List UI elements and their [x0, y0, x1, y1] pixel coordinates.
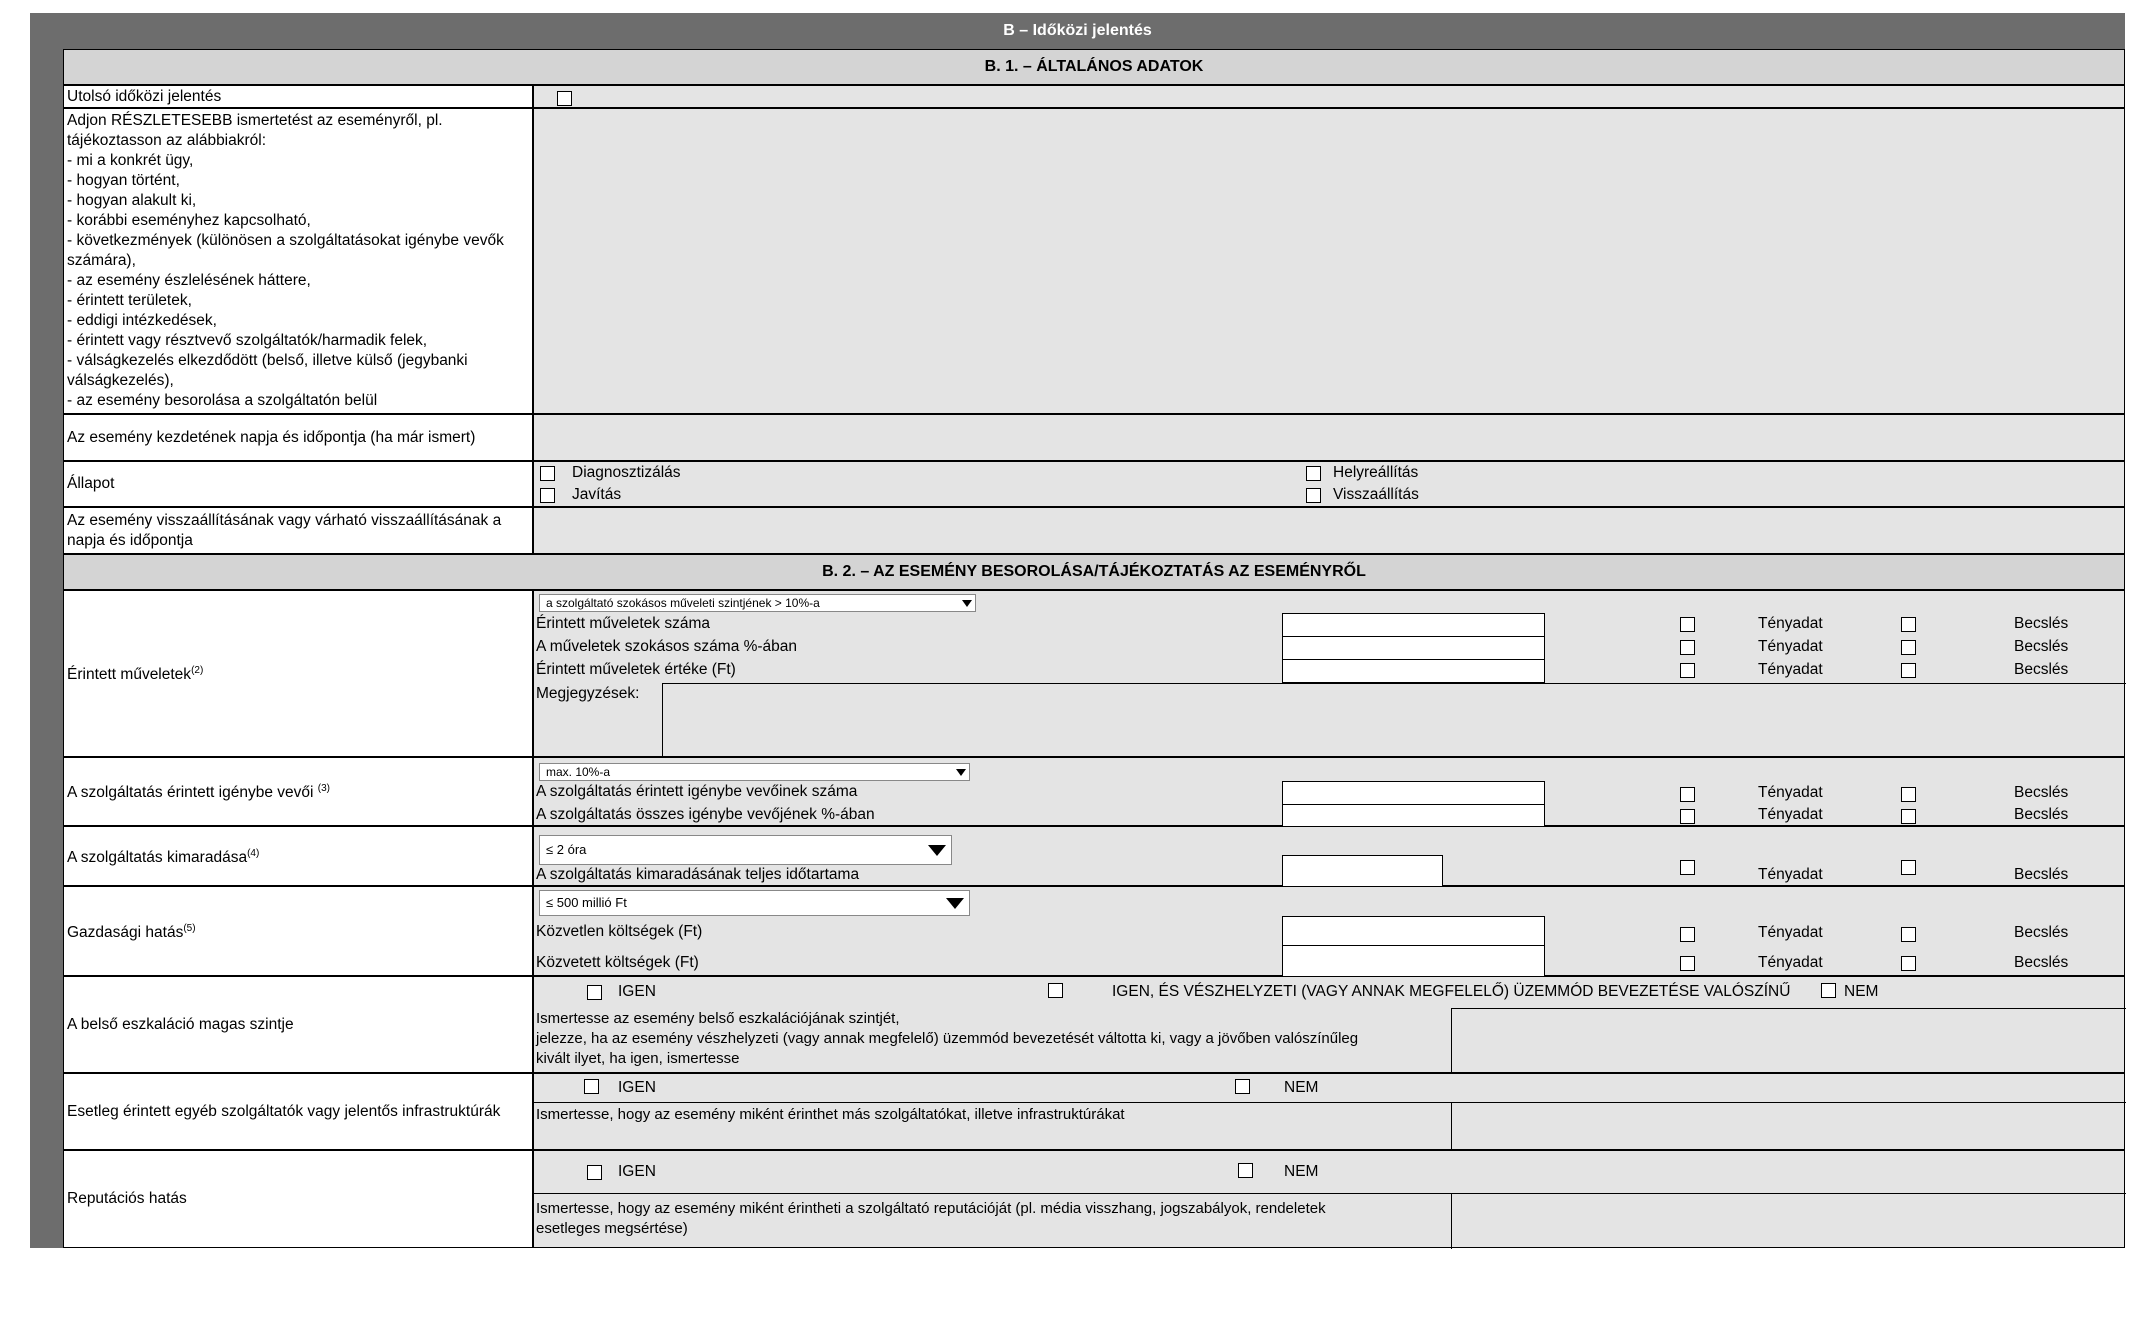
- users-count-fact-checkbox[interactable]: [1680, 787, 1695, 802]
- indirect-costs-label: Közvetett költségek (Ft): [536, 954, 699, 971]
- side-strip: [30, 49, 63, 1248]
- status-restore-checkbox[interactable]: [1306, 488, 1321, 503]
- ops-count-estimate-checkbox[interactable]: [1901, 617, 1916, 632]
- details-textarea[interactable]: [533, 108, 2125, 414]
- outage-duration-input[interactable]: [1282, 855, 1443, 887]
- escalation-description: Ismertesse az esemény belső eszkalációjának szintjét, jelezze, ha az esemény vészhelyzeti (vagy annak megfelelő) üzemmód bevezetését váltotta ki, vagy a jövőben valószínűleg kivált ilyet, ha igen, ismertesse: [536, 1010, 1359, 1067]
- estimate-label: Becslés: [2014, 661, 2069, 678]
- users-count-label: A szolgáltatás érintett igénybe vevőinek száma: [536, 783, 858, 800]
- fact-label: Tényadat: [1758, 806, 1823, 823]
- economic-dropdown[interactable]: ≤ 500 millió Ft: [539, 890, 970, 916]
- users-percent-label: A szolgáltatás összes igénybe vevőjének %-ában: [536, 806, 875, 823]
- reputation-description: Ismertesse, hogy az esemény miként érintheti a szolgáltató reputációját (pl. média visszhang, jogszabályok, rendeletek esetleges megsértése): [536, 1200, 1326, 1237]
- fact-label: Tényadat: [1758, 615, 1823, 632]
- users-count-estimate-checkbox[interactable]: [1901, 787, 1916, 802]
- fact-label: Tényadat: [1758, 866, 1823, 883]
- fact-label: Tényadat: [1758, 924, 1823, 941]
- ops-count-input[interactable]: [1282, 613, 1545, 637]
- ops-value-input[interactable]: [1282, 659, 1545, 683]
- direct-estimate-checkbox[interactable]: [1901, 927, 1916, 942]
- ops-value-estimate-checkbox[interactable]: [1901, 663, 1916, 678]
- other-providers-no-label: NEM: [1284, 1079, 1319, 1096]
- last-report-field: [533, 85, 2125, 108]
- escalation-label: A belső eszkaláció magas szintje: [63, 976, 533, 1073]
- reputation-field: [533, 1150, 2125, 1248]
- direct-costs-label: Közvetlen költségek (Ft): [536, 923, 703, 940]
- chevron-down-icon: [956, 769, 966, 776]
- estimate-label: Becslés: [2014, 866, 2069, 883]
- details-label: Adjon RÉSZLETESEBB ismertetést az eseményről, pl. tájékoztasson az alábbiakról: - mi a konkrét ügy, - hogyan történt, - hogyan alakult ki, - korábbi eseményhez kapcsolható, - következmények (különösen a szolgáltatásokat igénybe vevők számára), - az esemény észlelésének háttere, - érintett területek, - eddigi intézkedések, - érintett vagy résztvevő szolgáltatók/harmadik felek, - válságkezelés elkezdődött (belső, illetve külső (jegybanki válságkezelés), - az esemény besorolása a szolgáltatón belül: [63, 108, 533, 414]
- section-1-heading: B. 1. – ÁLTALÁNOS ADATOK: [63, 49, 2125, 85]
- users-field: [533, 757, 2125, 826]
- other-providers-field: [533, 1073, 2125, 1150]
- indirect-estimate-checkbox[interactable]: [1901, 956, 1916, 971]
- status-diagnosis-checkbox[interactable]: [540, 466, 555, 481]
- ops-label: Érintett műveletek$^{(2)}$: [63, 590, 533, 757]
- chevron-down-icon: [962, 600, 972, 607]
- outage-field: [533, 826, 2125, 886]
- outage-dropdown[interactable]: ≤ 2 óra: [539, 835, 952, 865]
- reputation-yes-label: IGEN: [618, 1163, 656, 1180]
- estimate-label: Becslés: [2014, 784, 2069, 801]
- ops-percent-label: A műveletek szokásos száma %-ában: [536, 638, 798, 655]
- estimate-label: Becslés: [2014, 638, 2069, 655]
- status-label: Állapot: [63, 461, 533, 507]
- ops-remarks-textarea[interactable]: [662, 683, 2126, 758]
- ops-count-fact-checkbox[interactable]: [1680, 617, 1695, 632]
- escalation-no-label: NEM: [1844, 983, 1879, 1000]
- fact-label: Tényadat: [1758, 661, 1823, 678]
- ops-percent-fact-checkbox[interactable]: [1680, 640, 1695, 655]
- other-providers-no-checkbox[interactable]: [1235, 1079, 1250, 1094]
- ops-percent-estimate-checkbox[interactable]: [1901, 640, 1916, 655]
- status-recovery-checkbox[interactable]: [1306, 466, 1321, 481]
- escalation-emergency-checkbox[interactable]: [1048, 983, 1063, 998]
- outage-fact-checkbox[interactable]: [1680, 860, 1695, 875]
- other-providers-description: Ismertesse, hogy az esemény miként érinthet más szolgáltatókat, illetve infrastruktúrákat: [536, 1106, 1125, 1123]
- chevron-down-icon: [928, 845, 946, 856]
- status-repair-checkbox[interactable]: [540, 488, 555, 503]
- fact-label: Tényadat: [1758, 638, 1823, 655]
- status-repair-label: Javítás: [572, 486, 622, 503]
- direct-costs-input[interactable]: [1282, 916, 1545, 946]
- start-date-field[interactable]: [533, 414, 2125, 461]
- users-label: A szolgáltatás érintett igénybe vevői $^{(3)}$: [63, 757, 533, 826]
- reputation-no-checkbox[interactable]: [1238, 1163, 1253, 1178]
- ops-value-label: Érintett műveletek értéke (Ft): [536, 661, 736, 678]
- escalation-yes-checkbox[interactable]: [587, 985, 602, 1000]
- outage-estimate-checkbox[interactable]: [1901, 860, 1916, 875]
- escalation-yes-label: IGEN: [618, 983, 656, 1000]
- other-providers-yes-label: IGEN: [618, 1079, 656, 1096]
- indirect-costs-input[interactable]: [1282, 945, 1545, 977]
- users-percent-estimate-checkbox[interactable]: [1901, 809, 1916, 824]
- other-providers-label: Esetleg érintett egyéb szolgáltatók vagy jelentős infrastruktúrák: [63, 1073, 533, 1150]
- economic-field: [533, 886, 2125, 976]
- ops-field: [533, 590, 2125, 757]
- estimate-label: Becslés: [2014, 954, 2069, 971]
- users-level-dropdown[interactable]: max. 10%-a: [539, 763, 970, 781]
- economic-label: Gazdasági hatás$^{(5)}$: [63, 886, 533, 976]
- last-report-checkbox[interactable]: [557, 91, 572, 106]
- estimate-label: Becslés: [2014, 615, 2069, 632]
- reputation-label: Reputációs hatás: [63, 1150, 533, 1248]
- escalation-field: [533, 976, 2125, 1073]
- fact-label: Tényadat: [1758, 954, 1823, 971]
- ops-count-label: Érintett műveletek száma: [536, 615, 711, 632]
- indirect-fact-checkbox[interactable]: [1680, 956, 1695, 971]
- direct-fact-checkbox[interactable]: [1680, 927, 1695, 942]
- users-percent-fact-checkbox[interactable]: [1680, 809, 1695, 824]
- restore-date-field[interactable]: [533, 507, 2125, 554]
- status-recovery-label: Helyreállítás: [1333, 464, 1419, 481]
- form-title: B – Időközi jelentés: [30, 13, 2125, 49]
- reputation-textarea[interactable]: [1451, 1193, 2126, 1249]
- last-report-label: Utolsó időközi jelentés: [63, 85, 533, 108]
- other-providers-yes-checkbox[interactable]: [584, 1079, 599, 1094]
- escalation-no-checkbox[interactable]: [1821, 983, 1836, 998]
- outage-label: A szolgáltatás kimaradása$^{(4)}$: [63, 826, 533, 886]
- reputation-yes-checkbox[interactable]: [587, 1165, 602, 1180]
- status-restore-label: Visszaállítás: [1333, 486, 1419, 503]
- ops-remarks-label: Megjegyzések:: [536, 685, 640, 702]
- start-date-label: Az esemény kezdetének napja és időpontja (ha már ismert): [63, 414, 533, 461]
- chevron-down-icon: [946, 898, 964, 909]
- ops-percent-input[interactable]: [1282, 636, 1545, 660]
- escalation-textarea[interactable]: [1451, 1008, 2126, 1074]
- section-2-heading: B. 2. – AZ ESEMÉNY BESOROLÁSA/TÁJÉKOZTATÁS AZ ESEMÉNYRŐL: [63, 554, 2125, 590]
- status-field: [533, 461, 2125, 507]
- estimate-label: Becslés: [2014, 806, 2069, 823]
- users-percent-input[interactable]: [1282, 804, 1545, 827]
- ops-level-dropdown[interactable]: a szolgáltató szokásos műveleti szintjének > 10%-a: [539, 594, 976, 612]
- ops-value-fact-checkbox[interactable]: [1680, 663, 1695, 678]
- reputation-no-label: NEM: [1284, 1163, 1319, 1180]
- escalation-emergency-label: IGEN, ÉS VÉSZHELYZETI (VAGY ANNAK MEGFELELŐ) ÜZEMMÓD BEVEZETÉSE VALÓSZÍNŰ: [1112, 983, 1791, 1000]
- status-diagnosis-label: Diagnosztizálás: [572, 464, 681, 481]
- fact-label: Tényadat: [1758, 784, 1823, 801]
- estimate-label: Becslés: [2014, 924, 2069, 941]
- users-count-input[interactable]: [1282, 781, 1545, 805]
- restore-date-label: Az esemény visszaállításának vagy várható visszaállításának a napja és időpontja: [63, 507, 533, 554]
- outage-duration-label: A szolgáltatás kimaradásának teljes időtartama: [536, 866, 860, 883]
- other-providers-textarea[interactable]: [1451, 1102, 2126, 1151]
